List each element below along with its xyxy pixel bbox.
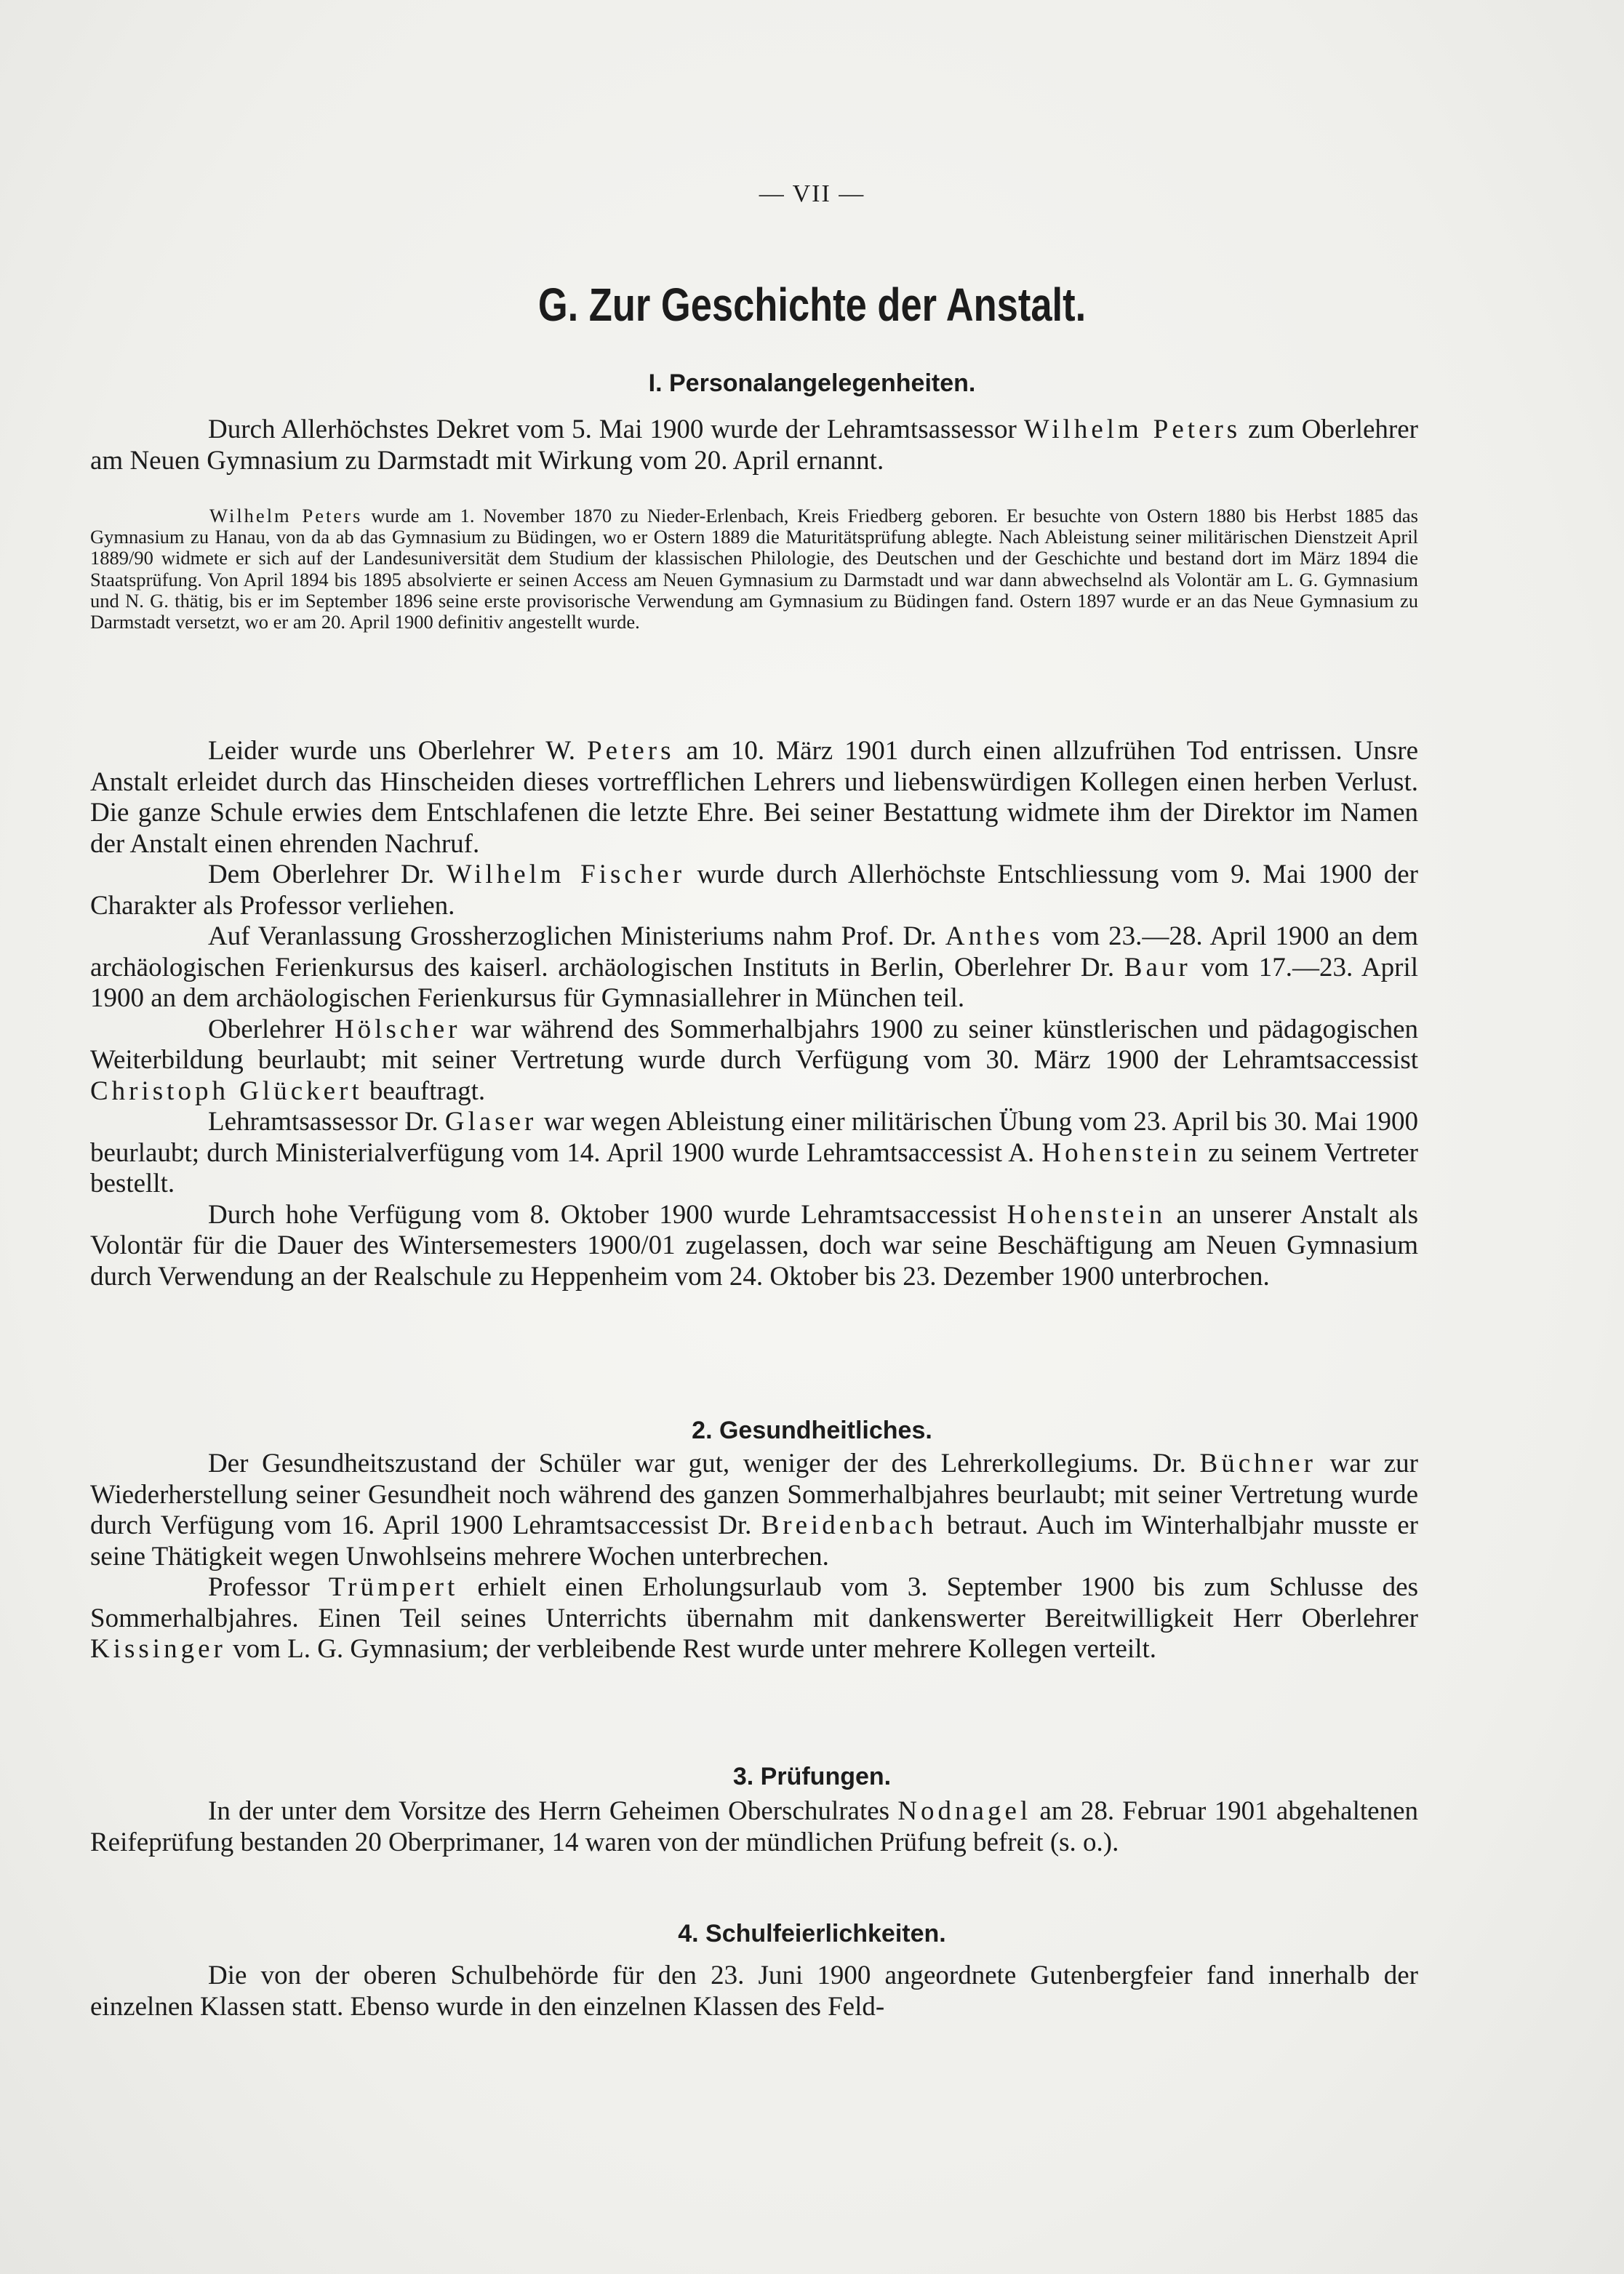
section-heading-health: 2. Gesundheitliches.: [692, 1417, 932, 1444]
section-heading-exams: 3. Prüfungen.: [732, 1763, 892, 1790]
paragraph: Durch Allerhöchstes Dekret vom 5. Mai 1900 wurde der Lehramtsassessor Wilhelm Peters zum Oberlehrer am Neuen Gymnasium zu Darmstadt mit Wirkung vom 20. April ernannt.: [90, 415, 1418, 476]
section-heading-celebrations: 4. Schulfeierlichkeiten.: [678, 1920, 946, 1947]
page-title: G. Zur Geschichte der Anstalt.: [537, 279, 1087, 331]
section-exams-body: [90, 1796, 1418, 1858]
paragraph: Oberlehrer Hölscher war während des Sommerhalbjahrs 1900 zu seiner künstlerischen und pädagogischen Weiterbildung beurlaubt; mit seiner Vertretung wurde durch Verfügung vom 30. März 1900 der Lehramtsaccessist Christoph Glückert beauftragt.: [90, 1014, 1418, 1106]
paragraph: Professor Trümpert erhielt einen Erholungsurlaub vom 3. September 1900 bis zum Schlusse des Sommerhalbjahres. Einen Teil seines Unterrichts übernahm mit dankenswerter Bereitwilligkeit Herr Oberlehrer Kissinger vom L. G. Gymnasium; der verbleibende Rest wurde unter mehrere Kollegen verteilt.: [90, 1572, 1418, 1664]
paragraph: Durch hohe Verfügung vom 8. Oktober 1900 wurde Lehramtsaccessist Hohenstein an unserer Anstalt als Volontär für die Dauer des Wintersemesters 1900/01 zugelassen, doch war seine Beschäftigung am Neuen Gymnasium durch Verwendung an der Realschule zu Heppenheim vom 24. Oktober bis 23. Dezember 1900 unterbrochen.: [90, 1199, 1419, 1292]
section-personal-intro: [90, 415, 1418, 476]
paragraph: Leider wurde uns Oberlehrer W. Peters am 10. März 1901 durch einen allzufrühen Tod entrissen. Unsre Anstalt erleidet durch das Hinscheiden dieses vortrefflichen Lehrers und liebenswürdigen Kollegen einen herben Verlust. Die ganze Schule erwies dem Entschlafenen die letzte Ehre. Bei seiner Bestattung widmete ihm der Direktor im Namen der Anstalt einen ehrenden Nachruf.: [90, 736, 1419, 859]
section-celebrations-body: [90, 1961, 1418, 2022]
paragraph: Die von der oberen Schulbehörde für den 23. Juni 1900 angeordnete Gutenbergfeier fand innerhalb der einzelnen Klassen statt. Ebenso wurde in den einzelnen Klassen des Feld-: [90, 1961, 1418, 2022]
paragraph: Lehramtsassessor Dr. Glaser war wegen Ableistung einer militärischen Übung vom 23. April bis 30. Mai 1900 beurlaubt; durch Ministerialverfügung vom 14. April 1900 wurde Lehramtsaccessist A. Hohenstein zu seinem Vertreter bestellt.: [90, 1107, 1418, 1198]
paragraph: Der Gesundheitszustand der Schüler war gut, weniger der des Lehrerkollegiums. Dr. Büchner war zur Wiederherstellung seiner Gesundheit noch während des ganzen Sommerhalbjahres beurlaubt; mit seiner Vertretung wurde durch Verfügung vom 16. April 1900 Lehramtsaccessist Dr. Breidenbach betraut. Auch im Winterhalbjahr musste er seine Thätigkeit wegen Unwohlseins mehrere Wochen unterbrechen.: [90, 1449, 1418, 1572]
paragraph: Auf Veranlassung Grossherzoglichen Ministeriums nahm Prof. Dr. Anthes vom 23.—28. April 1900 an dem archäologischen Ferienkursus des kaiserl. archäologischen Instituts in Berlin, Oberlehrer Dr. Baur vom 17.—23. April 1900 an dem archäologischen Ferienkursus für Gymnasiallehrer in München teil.: [90, 921, 1419, 1013]
paragraph: In der unter dem Vorsitze des Herrn Geheimen Oberschulrates Nodnagel am 28. Februar 1901 abgehaltenen Reifeprüfung bestanden 20 Oberprimaner, 14 waren von der mündlichen Prüfung befreit (s. o.).: [90, 1796, 1418, 1857]
page-number: — VII —: [759, 180, 865, 207]
paragraph: Dem Oberlehrer Dr. Wilhelm Fischer wurde durch Allerhöchste Entschliessung vom 9. Mai 1900 der Charakter als Professor verliehen.: [90, 860, 1418, 921]
section-heading-personal: I. Personalangelegenheiten.: [648, 369, 976, 397]
section-health-body: [90, 1449, 1418, 1665]
section-personal-body: [90, 736, 1418, 1292]
footnote-biography: [90, 505, 1418, 633]
paragraph: Wilhelm Peters wurde am 1. November 1870 zu Nieder-Erlenbach, Kreis Friedberg geboren. Er besuchte von Ostern 1880 bis Herbst 1885 das Gymnasium zu Hanau, von da ab das Gymnasium zu Büdingen, wo er Ostern 1889 die Maturitätsprüfung ablegte. Nach Ableistung seiner militärischen Dienstzeit April 1889/90 widmete er sich auf der Landesuniversität dem Studium der klassischen Philologie, des Deutschen und der Geschichte und bestand dort im März 1894 die Staatsprüfung. Von April 1894 bis 1895 absolvierte er seinen Access am Neuen Gymnasium zu Darmstadt und war dann abwechselnd als Volontär am L. G. Gymnasium und N. G. thätig, bis er im September 1896 seine erste provisorische Verwendung am Gymnasium zu Büdingen fand. Ostern 1897 wurde er an das Neue Gymnasium zu Darmstadt versetzt, wo er am 20. April 1900 definitiv angestellt wurde.: [90, 505, 1418, 633]
